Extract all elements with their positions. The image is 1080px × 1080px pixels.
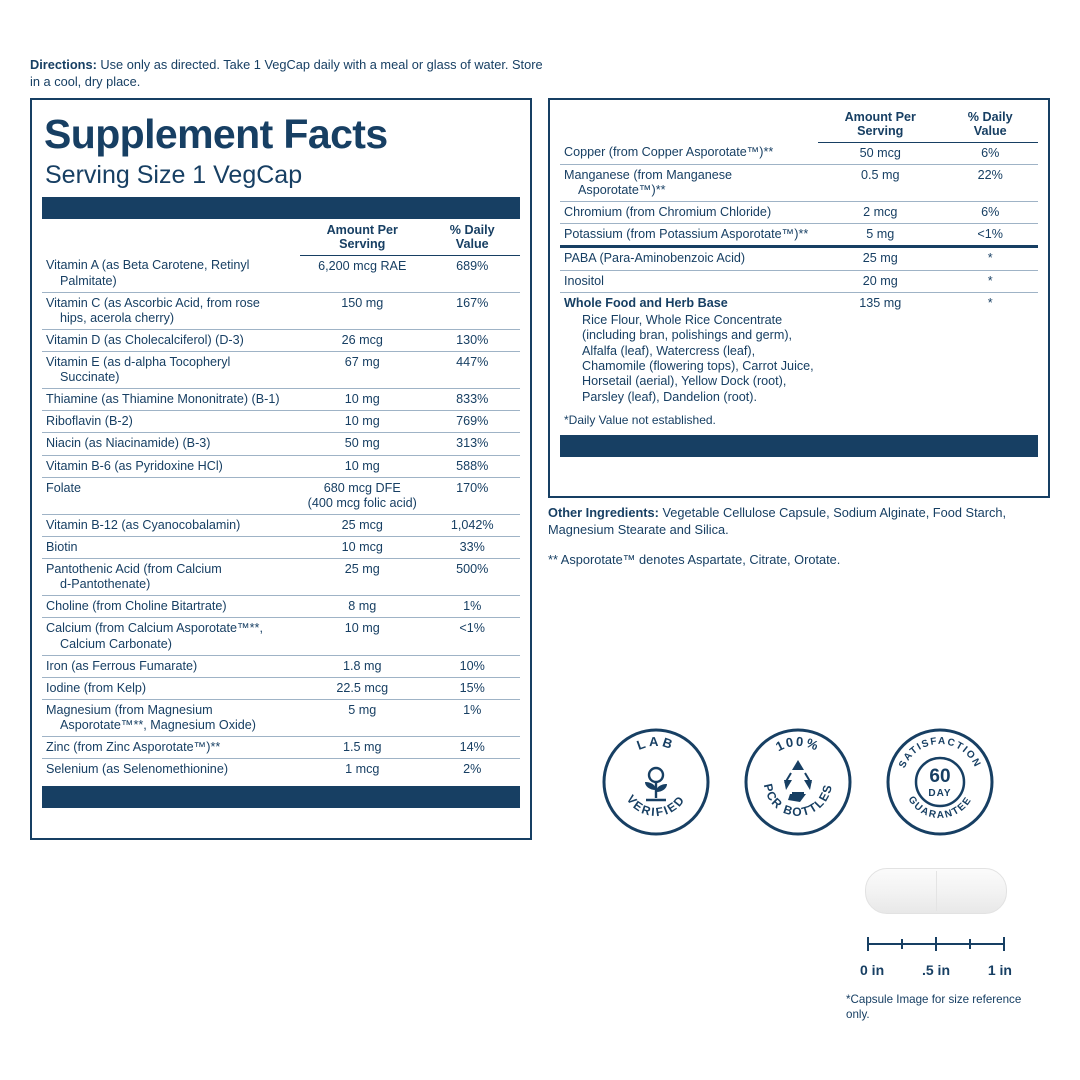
table-row — [42, 255, 520, 292]
nutrient-name: Zinc (from Zinc Asporotate™)** — [46, 740, 221, 755]
table-row — [42, 455, 520, 477]
table-row — [42, 618, 520, 655]
pcr-bottles-badge — [742, 726, 854, 838]
nutrient-name: Vitamin A (as Beta Carotene, Retinyl — [46, 258, 250, 273]
nutrition-table-right — [560, 106, 1038, 408]
page-title: Supplement Facts — [44, 111, 388, 157]
svg-text:LAB: LAB — [634, 733, 678, 753]
ruler-label-1: 1 in — [987, 962, 1012, 978]
nutrient-name-sub: Calcium Carbonate) — [60, 636, 172, 651]
nutrient-name-sub: d-Pantothenate) — [60, 577, 151, 592]
nutrient-name: Biotin — [46, 539, 78, 554]
table-header-row — [42, 219, 520, 255]
column-header-name — [560, 106, 818, 142]
nutrient-dv: 1,042% — [424, 514, 520, 536]
header-bar — [42, 197, 520, 219]
nutrient-amount: 10 mg — [300, 455, 424, 477]
nutrient-name: Choline (from Choline Bitartrate) — [46, 599, 227, 614]
dv-line1: % Daily — [967, 110, 1013, 124]
nutrient-dv: 6% — [942, 202, 1038, 224]
nutrient-name: PABA (Para-Aminobenzoic Acid) — [564, 251, 746, 266]
nutrient-dv: 447% — [424, 351, 520, 388]
nutrient-dv: 14% — [424, 737, 520, 759]
nutrient-name: Vitamin B-12 (as Cyanocobalamin) — [46, 517, 241, 532]
table-row — [42, 677, 520, 699]
nutrient-amount: 10 mg — [300, 411, 424, 433]
table-row — [42, 514, 520, 536]
column-header-amount — [300, 219, 424, 255]
nutrient-amount: 50 mcg — [859, 145, 901, 160]
nutrient-dv: 10% — [424, 655, 520, 677]
nutrient-dv: 833% — [424, 389, 520, 411]
nutrient-dv: 588% — [424, 455, 520, 477]
amount-line1: Amount Per — [326, 223, 398, 237]
nutrient-name: Iron (as Ferrous Fumarate) — [46, 658, 198, 673]
nutrient-amount: 2 mcg — [818, 202, 942, 224]
table-row — [42, 559, 520, 596]
nutrient-name: Chromium (from Chromium Chloride) — [564, 205, 772, 220]
table-row — [42, 329, 520, 351]
directions-label: Directions: — [30, 57, 97, 72]
capsule-note: *Capsule Image for size reference only. — [846, 993, 1022, 1022]
nutrient-name-sub: hips, acerola cherry) — [60, 310, 175, 325]
nutrition-table-left — [42, 219, 520, 780]
svg-text:GUARANTEE: GUARANTEE — [905, 794, 975, 822]
nutrient-name-sub: Asporotate™)** — [578, 183, 666, 198]
table-row — [560, 142, 1038, 164]
table-row — [42, 411, 520, 433]
nutrient-amount: 8 mg — [300, 596, 424, 618]
nutrient-name: Vitamin E (as d-alpha Tocopheryl — [46, 354, 231, 369]
capsule-size-reference — [836, 868, 1036, 1022]
other-ingredients-label: Other Ingredients: — [548, 505, 659, 520]
column-header-name — [42, 219, 300, 255]
nutrient-amount: 5 mg — [818, 224, 942, 247]
nutrient-name: Riboflavin (B-2) — [46, 414, 133, 429]
svg-text:DAY: DAY — [928, 788, 952, 799]
nutrient-amount-sub: (400 mcg folic acid) — [307, 495, 417, 510]
nutrient-dv: * — [942, 247, 1038, 270]
directions-text: Use only as directed. Take 1 VegCap daily with a meal or glass of water. Store in a cool, dry place. — [30, 57, 543, 90]
table-row-whole-food-base — [560, 292, 1038, 408]
nutrient-dv: 170% — [424, 477, 520, 514]
nutrient-amount: 1 mcg — [300, 759, 424, 781]
nutrient-name: Inositol — [564, 273, 604, 288]
satisfaction-guarantee-badge — [884, 726, 996, 838]
nutrient-amount: 20 mg — [818, 270, 942, 292]
directions-block — [30, 56, 550, 90]
nutrient-name: Vitamin B-6 (as Pyridoxine HCl) — [46, 458, 223, 473]
nutrient-dv: 1% — [424, 596, 520, 618]
table-row — [42, 389, 520, 411]
nutrient-amount: 150 mg — [300, 292, 424, 329]
nutrient-dv: 6% — [981, 145, 1000, 160]
nutrient-amount: 10 mg — [300, 389, 424, 411]
lab-verified-badge — [600, 726, 712, 838]
svg-text:VERIFIED: VERIFIED — [623, 792, 689, 820]
table-row — [42, 292, 520, 329]
table-row — [560, 165, 1038, 202]
nutrient-name: Vitamin C (as Ascorbic Acid, from rose — [46, 295, 260, 310]
nutrient-dv: * — [942, 270, 1038, 292]
table-row — [560, 224, 1038, 247]
nutrient-amount: 22.5 mcg — [300, 677, 424, 699]
asporotate-note: ** Asporotate™ denotes Aspartate, Citrate, Orotate. — [548, 552, 841, 567]
whole-food-base-body: Rice Flour, Whole Rice Concentrate (including bran, polishings and germ), Alfalfa (leaf), Watercress (leaf), Chamomile (flowering tops), Carrot Juice, Horsetail (aerial), Yellow Dock (root), Parsley (leaf), Dandelion (root). — [582, 312, 814, 404]
amount-line1: Amount Per — [844, 110, 916, 124]
table-row — [560, 202, 1038, 224]
footer-bar-right — [560, 435, 1038, 457]
table-row — [42, 351, 520, 388]
capsule-image — [865, 868, 1007, 914]
column-header-dv — [942, 106, 1038, 142]
table-row — [42, 759, 520, 781]
ruler — [866, 936, 1006, 957]
nutrient-dv: 1% — [424, 699, 520, 736]
table-row — [42, 433, 520, 455]
whole-food-base-amount: 135 mg — [818, 292, 942, 408]
nutrient-name-sub: Palmitate) — [60, 273, 117, 288]
svg-text:SATISFACTION: SATISFACTION — [897, 735, 983, 770]
dv-line1: % Daily — [449, 223, 495, 237]
ruler-label-0: 0 in — [860, 962, 885, 978]
supplement-facts-panel-right — [548, 98, 1050, 498]
nutrient-amount: 10 mcg — [300, 536, 424, 558]
table-row — [42, 477, 520, 514]
nutrient-name: Niacin (as Niacinamide) (B-3) — [46, 436, 211, 451]
svg-text:PCR BOTTLES: PCR BOTTLES — [760, 782, 836, 820]
nutrient-dv: 167% — [424, 292, 520, 329]
nutrient-name: Calcium (from Calcium Asporotate™**, — [46, 621, 263, 636]
nutrient-dv: 2% — [424, 759, 520, 781]
serving-size: Serving Size 1 VegCap — [45, 161, 303, 189]
nutrient-dv: 130% — [424, 329, 520, 351]
nutrient-name-sub: Succinate) — [60, 370, 120, 385]
nutrient-amount: 5 mg — [300, 699, 424, 736]
other-ingredients-text: Vegetable Cellulose Capsule, Sodium Alginate, Food Starch, Magnesium Stearate and Silica. — [548, 505, 1007, 538]
ruler-label-half: .5 in — [921, 962, 950, 978]
nutrient-amount: 1.5 mg — [300, 737, 424, 759]
ruler-labels — [860, 962, 1012, 978]
nutrient-amount: 0.5 mg — [818, 165, 942, 202]
daily-value-footnote: *Daily Value not established. — [564, 412, 716, 427]
nutrient-name: Potassium (from Potassium Asporotate™)** — [564, 227, 809, 242]
nutrient-name: Manganese (from Manganese — [564, 168, 733, 183]
nutrient-amount: 25 mg — [300, 559, 424, 596]
column-header-amount — [818, 106, 942, 142]
nutrient-amount: 680 mcg DFE — [323, 480, 401, 495]
nutrient-amount: 6,200 mcg RAE — [318, 258, 407, 273]
nutrient-dv: 313% — [424, 433, 520, 455]
nutrient-dv: <1% — [942, 224, 1038, 247]
table-row — [42, 596, 520, 618]
table-row — [42, 699, 520, 736]
nutrient-dv: 500% — [424, 559, 520, 596]
nutrient-amount: 10 mg — [300, 618, 424, 655]
whole-food-base-name: Whole Food and Herb Base — [564, 295, 728, 310]
nutrient-name: Copper (from Copper Asporotate™)** — [564, 145, 774, 160]
other-ingredients-block — [548, 504, 1048, 538]
amount-line2: Serving — [857, 124, 904, 139]
nutrient-amount: 67 mg — [300, 351, 424, 388]
table-header-row — [560, 106, 1038, 142]
table-row — [42, 737, 520, 759]
nutrient-name: Pantothenic Acid (from Calcium — [46, 562, 222, 577]
nutrient-dv: 689% — [456, 258, 489, 273]
nutrient-amount: 26 mcg — [300, 329, 424, 351]
badge-group — [600, 726, 1010, 844]
nutrient-name: Selenium (as Selenomethionine) — [46, 762, 229, 777]
svg-text:60: 60 — [929, 766, 951, 787]
amount-line2: Serving — [339, 237, 386, 252]
nutrient-name: Thiamine (as Thiamine Mononitrate) (B-1) — [46, 392, 280, 407]
nutrient-dv: 33% — [424, 536, 520, 558]
column-header-dv — [424, 219, 520, 255]
nutrient-dv: 22% — [942, 165, 1038, 202]
svg-text:100%: 100% — [773, 733, 823, 755]
dv-line2: Value — [455, 237, 489, 252]
nutrient-name-sub: Asporotate™**, Magnesium Oxide) — [60, 717, 256, 732]
nutrient-dv: <1% — [424, 618, 520, 655]
nutrient-amount: 25 mg — [818, 247, 942, 270]
table-row — [560, 247, 1038, 270]
nutrient-dv: 15% — [424, 677, 520, 699]
nutrient-amount: 1.8 mg — [300, 655, 424, 677]
nutrient-name: Vitamin D (as Cholecalciferol) (D-3) — [46, 332, 244, 347]
nutrient-dv: 769% — [424, 411, 520, 433]
dv-line2: Value — [973, 124, 1007, 139]
footer-bar — [42, 786, 520, 808]
whole-food-base-dv: * — [942, 292, 1038, 408]
nutrient-name: Iodine (from Kelp) — [46, 680, 147, 695]
supplement-facts-panel-left — [30, 98, 532, 840]
nutrient-amount: 25 mcg — [300, 514, 424, 536]
table-row — [560, 270, 1038, 292]
nutrient-name: Folate — [46, 480, 82, 495]
table-row — [42, 655, 520, 677]
nutrient-name: Magnesium (from Magnesium — [46, 702, 213, 717]
nutrient-amount: 50 mg — [300, 433, 424, 455]
table-row — [42, 536, 520, 558]
